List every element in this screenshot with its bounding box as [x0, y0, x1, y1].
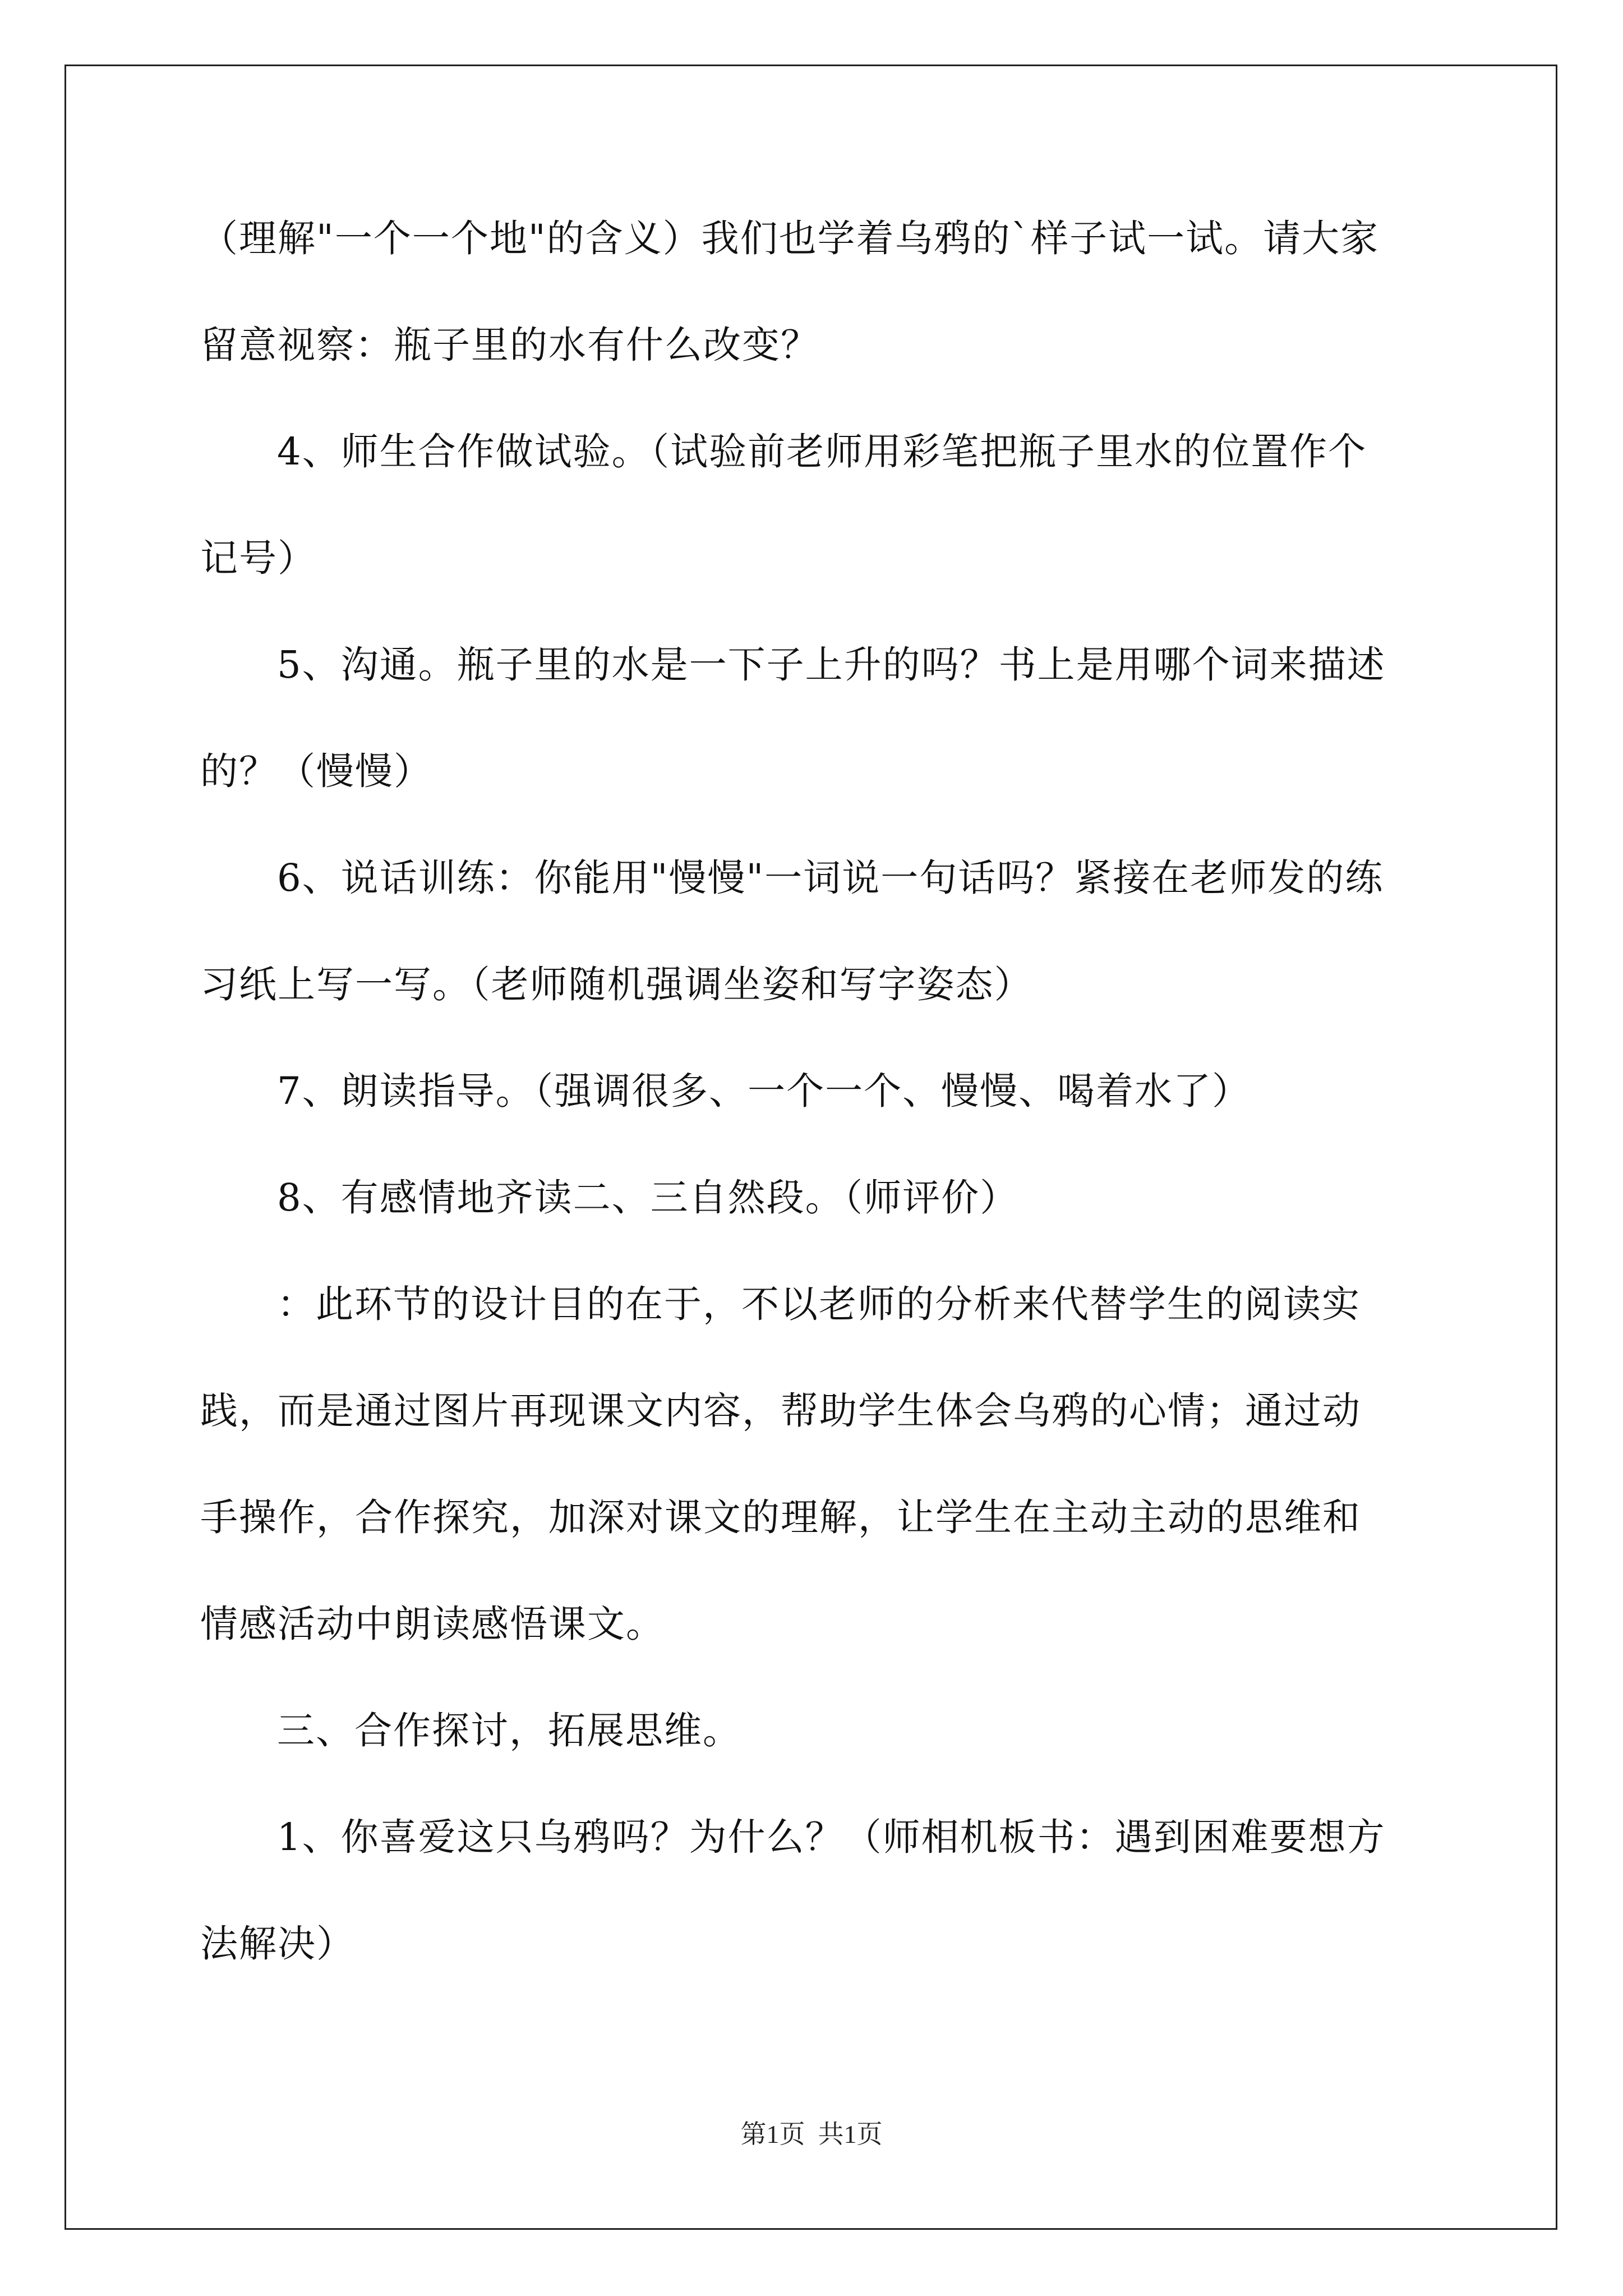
text-line-16: 1、你喜爱这只乌鸦吗？为什么？（师相机板书：遇到困难要想方 [277, 1815, 1386, 1859]
text-line-10: 8、有感情地齐读二、三自然段。（师评价） [277, 1176, 1019, 1220]
text-line-6: 的？（慢慢） [200, 749, 432, 793]
text-line-5: 5、沟通。瓶子里的水是一下子上升的吗？书上是用哪个词来描述 [277, 643, 1386, 687]
page-footer [0, 2118, 1623, 2151]
text-line-7: 6、说话训练：你能用"慢慢"一词说一句话吗？紧接在老师发的练 [277, 856, 1384, 900]
text-line-9: 7、朗读指导。（强调很多、一个一个、慢慢、喝着水了） [277, 1069, 1251, 1113]
text-line-15: 三、合作探讨，拓展思维。 [277, 1709, 741, 1752]
text-line-11: ：此环节的设计目的在于，不以老师的分析来代替学生的阅读实 [277, 1282, 1361, 1326]
text-line-8: 习纸上写一写。（老师随机强调坐姿和写字姿态） [200, 963, 1033, 1006]
page-border [64, 65, 1557, 2230]
text-line-2: 留意视察：瓶子里的水有什么改变？ [200, 323, 819, 367]
text-line-3: 4、师生合作做试验。（试验前老师用彩笔把瓶子里水的位置作个 [277, 430, 1367, 473]
text-line-4: 记号） [200, 536, 316, 580]
text-line-1: （理解"一个一个地"的含义）我们也学着乌鸦的`样子试一试。请大家 [200, 217, 1380, 260]
text-line-12: 践，而是通过图片再现课文内容，帮助学生体会乌鸦的心情；通过动 [200, 1389, 1361, 1433]
page-number: 第1页 共1页 [740, 2120, 883, 2148]
text-line-14: 情感活动中朗读感悟课文。 [200, 1602, 665, 1646]
text-line-17: 法解决） [200, 1922, 355, 1966]
text-line-13: 手操作，合作探究，加深对课文的理解，让学生在主动主动的思维和 [200, 1496, 1361, 1539]
